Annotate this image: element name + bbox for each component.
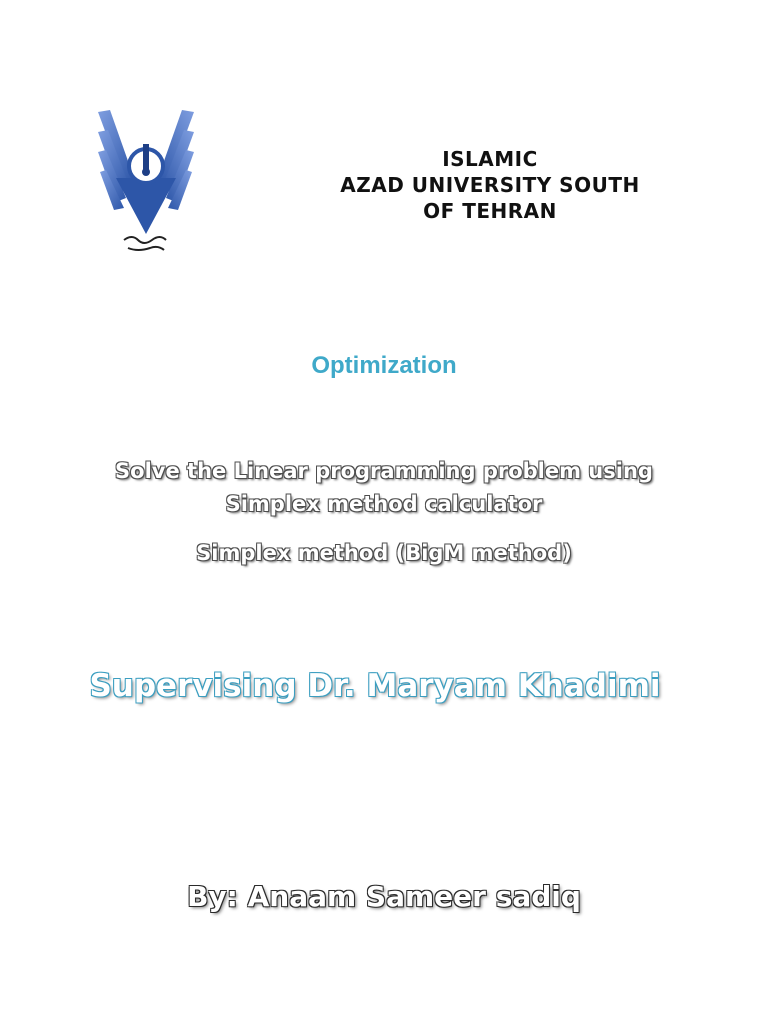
title-line-2: Simplex method calculator — [225, 492, 543, 516]
university-emblem-icon — [94, 108, 198, 256]
university-name-line: AZAD UNIVERSITY SOUTH — [340, 173, 640, 197]
university-name-line: OF TEHRAN — [423, 199, 557, 223]
author-line: By: Anaam Sameer sadiq — [187, 880, 581, 913]
university-name-line: ISLAMIC — [442, 147, 538, 171]
supervisor-line: Supervising Dr. Maryam Khadimi — [89, 668, 661, 704]
title-line-1: Solve the Linear programming problem using — [115, 459, 653, 483]
document-title — [0, 455, 768, 570]
subject-heading: Optimization — [311, 352, 457, 379]
title-line-3: Simplex method (BigM method) — [196, 541, 572, 565]
university-name — [300, 146, 680, 224]
university-logo — [94, 108, 198, 256]
